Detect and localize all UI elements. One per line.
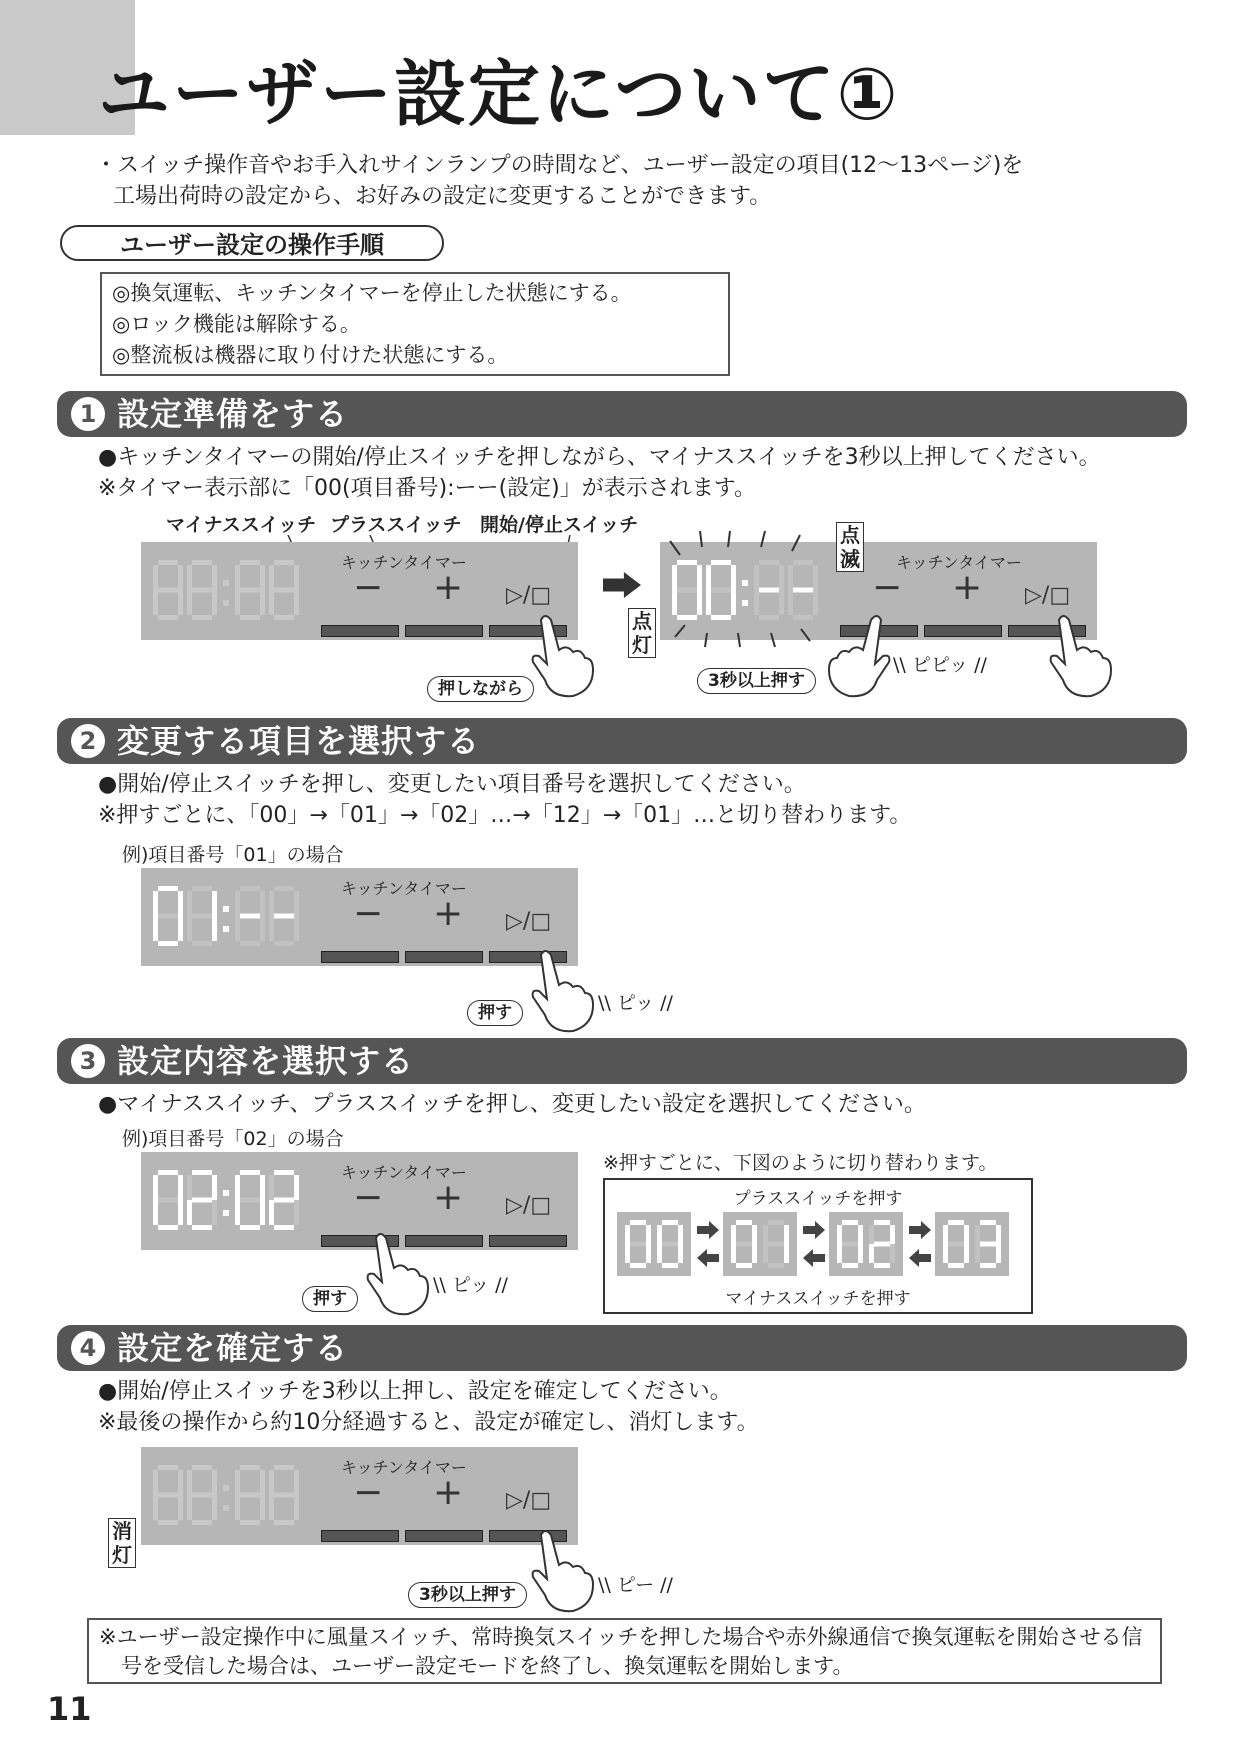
panel-title: キッチンタイマー — [341, 879, 467, 898]
step-3-text: ●マイナススイッチ、プラススイッチを押し、変更したい設定を選択してください。 — [98, 1092, 926, 1117]
hand-icon — [527, 610, 597, 700]
step-3-header — [57, 1038, 1187, 1084]
timer-panel-4 — [141, 1447, 578, 1545]
example-label: 例)項目番号「02」の場合 — [122, 1128, 344, 1150]
sequence-note: ※押すごとに、下図のように切り替わります。 — [603, 1152, 998, 1174]
startstop-button[interactable]: ▷/□ — [1025, 583, 1071, 608]
setting-sequence — [617, 1212, 1021, 1278]
step-1-header — [57, 391, 1187, 437]
off-label: 消灯 — [108, 1518, 136, 1568]
beep-sound: \\ ピッ // — [433, 1274, 508, 1296]
timer-display — [153, 1170, 303, 1236]
startstop-button[interactable]: ▷/□ — [506, 909, 552, 934]
step-title: 設定を確定する — [117, 1329, 349, 1367]
step-text-line: ※タイマー表示部に「00(項目番号):ーー(設定)」が表示されます。 — [98, 476, 756, 501]
plus-caption: プラススイッチを押す — [733, 1189, 903, 1209]
hand-icon — [1045, 610, 1115, 700]
step-text-line: ●開始/停止スイッチを押し、変更したい項目番号を選択してください。 — [98, 772, 806, 797]
label-startstop-switch: 開始/停止スイッチ — [480, 514, 639, 536]
step-text-line: ※押すごとに、「00」→「01」→「02」…→「12」→「01」…と切り替わります。 — [98, 803, 912, 828]
step-text-line: ※最後の操作から約10分経過すると、設定が確定し、消灯します。 — [98, 1410, 759, 1435]
flash-rays-icon — [655, 525, 845, 655]
minus-button[interactable]: − — [353, 1177, 384, 1218]
hand-icon — [527, 1525, 597, 1615]
precondition-3: ◎整流板は機器に取り付けた状態にする。 — [112, 343, 509, 367]
step-number: 2 — [71, 724, 105, 758]
step-1-text — [98, 442, 1101, 504]
setting-cell-0 — [617, 1212, 691, 1276]
beep-sound: \\ ピー // — [598, 1574, 673, 1596]
beep-sound: \\ ピッ // — [598, 992, 673, 1014]
minus-button[interactable]: − — [353, 1472, 384, 1513]
page-title: ユーザー設定について① — [98, 52, 900, 136]
footer-note — [87, 1618, 1162, 1684]
intro-line-1: ・スイッチ操作音やお手入れサインランプの時間など、ユーザー設定の項目(12〜13ページ)を — [95, 153, 1024, 178]
hold-tag: 押しながら — [427, 676, 534, 702]
minus-caption: マイナススイッチを押す — [725, 1289, 911, 1309]
timer-panel-1 — [141, 542, 578, 640]
step-text-line: ●キッチンタイマーの開始/停止スイッチを押しながら、マイナススイッチを3秒以上押してください。 — [98, 445, 1101, 470]
panel-title: キッチンタイマー — [341, 1458, 467, 1477]
step-2-text — [98, 769, 911, 831]
press-3s-tag: 3秒以上押す — [697, 668, 816, 694]
step-4-header — [57, 1325, 1187, 1371]
footer-line-2: 号を受信した場合は、ユーザー設定モードを終了し、換気運転を開始します。 — [121, 1654, 854, 1678]
step-text-line: ●開始/停止スイッチを3秒以上押し、設定を確定してください。 — [98, 1379, 732, 1404]
step-number: 4 — [71, 1331, 105, 1365]
press-3s-tag: 3秒以上押す — [408, 1582, 527, 1608]
flash-label: 点滅 — [836, 522, 864, 572]
preconditions-box — [100, 272, 730, 376]
step-title: 設定準備をする — [117, 395, 349, 433]
setting-cell-3 — [935, 1212, 1009, 1276]
startstop-button[interactable]: ▷/□ — [506, 1488, 552, 1513]
precondition-2: ◎ロック機能は解除する。 — [112, 312, 361, 336]
startstop-button[interactable]: ▷/□ — [506, 1193, 552, 1218]
beep-sound: \\ ピピッ // — [893, 654, 987, 676]
plus-button[interactable]: + — [433, 567, 464, 608]
setting-cell-1 — [723, 1212, 797, 1276]
step-title: 設定内容を選択する — [117, 1042, 415, 1080]
step-title: 変更する項目を選択する — [117, 722, 481, 760]
hand-icon — [527, 945, 597, 1035]
intro-line-2: 工場出荷時の設定から、お好みの設定に変更することができます。 — [113, 184, 772, 209]
precondition-1: ◎換気運転、キッチンタイマーを停止した状態にする。 — [112, 281, 632, 305]
sequence-box — [603, 1178, 1033, 1314]
arrow-right-icon — [603, 572, 641, 598]
minus-button[interactable]: − — [353, 893, 384, 934]
footer-line-1: ※ユーザー設定操作中に風量スイッチ、常時換気スイッチを押した場合や赤外線通信で換気運転を開始させる信 — [99, 1625, 1143, 1649]
step-number: 1 — [71, 397, 105, 431]
plus-button[interactable]: + — [433, 893, 464, 934]
switch-bars — [321, 1235, 571, 1247]
minus-button[interactable]: − — [353, 567, 384, 608]
example-label: 例)項目番号「01」の場合 — [122, 844, 344, 866]
timer-display — [153, 560, 303, 626]
panel-title: キッチンタイマー — [341, 1163, 467, 1182]
panel-title: キッチンタイマー — [896, 553, 1022, 572]
hand-icon — [825, 610, 895, 700]
label-plus-switch: プラススイッチ — [330, 514, 462, 536]
lit-label: 点灯 — [628, 608, 656, 658]
step-number: 3 — [71, 1044, 105, 1078]
plus-button[interactable]: + — [952, 567, 983, 608]
page-number: 11 — [47, 1690, 92, 1728]
plus-button[interactable]: + — [433, 1177, 464, 1218]
intro-text — [95, 150, 1023, 212]
press-tag: 押す — [467, 1000, 523, 1026]
timer-display — [153, 886, 303, 952]
timer-display — [153, 1465, 303, 1531]
minus-button[interactable]: − — [872, 567, 903, 608]
procedure-heading: ユーザー設定の操作手順 — [60, 225, 444, 261]
panel-title: キッチンタイマー — [341, 553, 467, 572]
label-minus-switch: マイナススイッチ — [166, 514, 317, 536]
step-4-text — [98, 1376, 759, 1438]
step-2-header — [57, 718, 1187, 764]
startstop-button[interactable]: ▷/□ — [506, 583, 552, 608]
setting-cell-2 — [829, 1212, 903, 1276]
hand-icon — [362, 1228, 432, 1318]
plus-button[interactable]: + — [433, 1472, 464, 1513]
timer-panel-3 — [141, 1152, 578, 1250]
press-tag: 押す — [302, 1286, 358, 1312]
timer-panel-2 — [141, 868, 578, 966]
